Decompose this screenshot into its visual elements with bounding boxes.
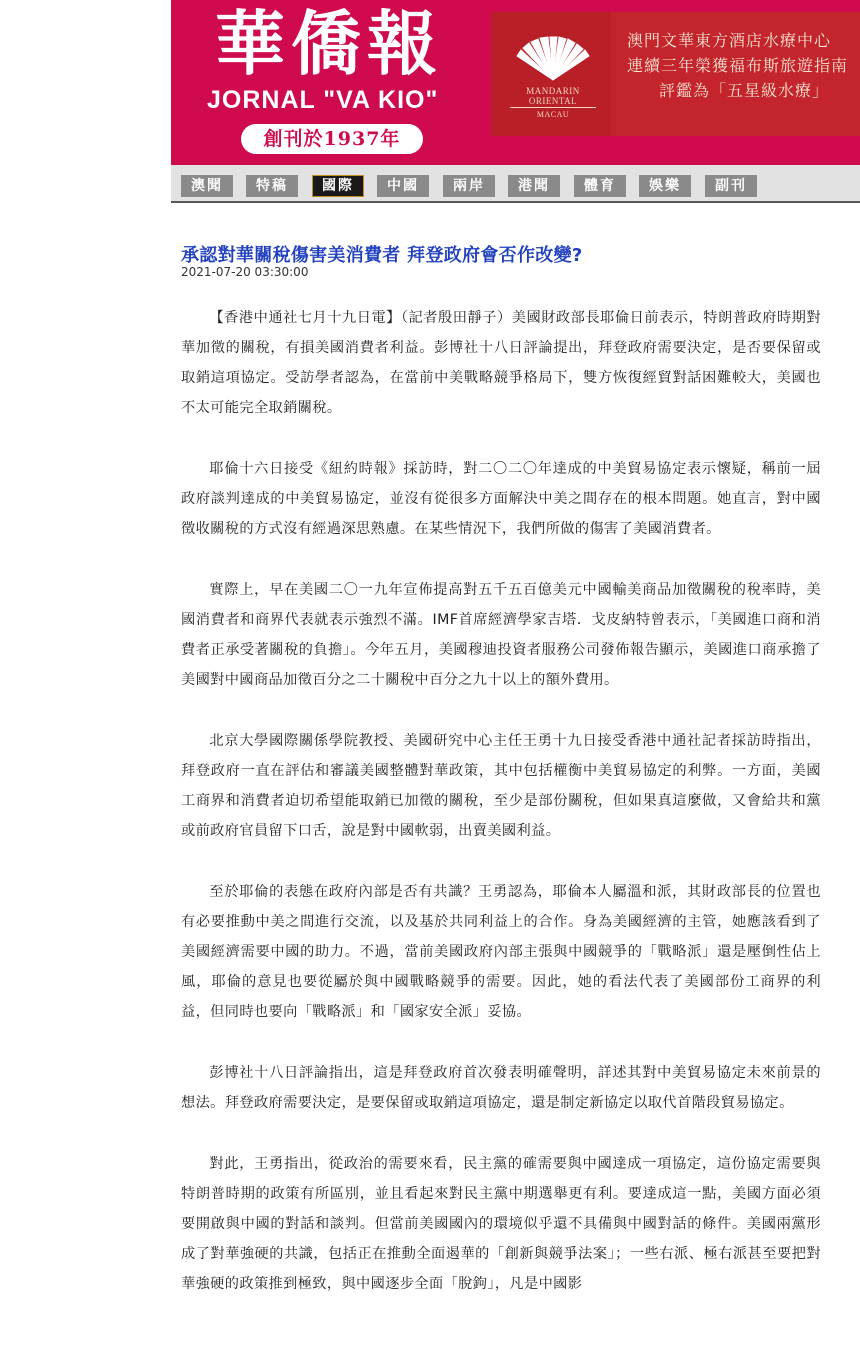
article-paragraph: 彭博社十八日評論指出，這是拜登政府首次發表明確聲明，詳述其對中美貿易協定未來前景的想法。拜登政府需要決定，是要保留或取銷這項協定，還是制定新協定以取代首階段貿易協定。 [181,1065,821,1111]
ad-brand [501,86,605,119]
nav-item-sports[interactable]: 體育 [574,175,626,197]
logo-english[interactable]: JORNAL "VA KIO" [207,86,439,114]
article-body [181,303,821,1330]
ad-brand-sub: MACAU [536,110,570,119]
header-banner [171,0,860,165]
article-paragraph: 【香港中通社七月十九日電】（記者殷田靜子）美國財政部長耶倫日前表示，特朗普政府時期對華加徵的關稅，有損美國消費者利益。彭博社十八日評論提出，拜登政府需要決定，是否要保留或取銷這項協定。受訪學者認為，在當前中美戰略競爭格局下，雙方恢復經貿對話困難較大，美國也不太可能完全取銷關稅。 [181,310,821,416]
ad-text [627,28,848,103]
main-nav [171,165,860,203]
ad-line-3: 評鑑為「五星級水療」 [659,81,830,100]
nav-item-supplement[interactable]: 副刊 [705,175,757,197]
nav-item-entertainment[interactable]: 娛樂 [639,175,691,197]
article-title: 承認對華關稅傷害美消費者 拜登政府會否作改變? [181,245,583,266]
article-paragraph: 北京大學國際關係學院教授、美國研究中心主任王勇十九日接受香港中通社記者採訪時指出，拜登政府一直在評估和審議美國整體對華政策，其中包括權衡中美貿易協定的利弊。一方面，美國工商界和消費者迫切希望能取銷已加徵的關稅，至少是部份關稅，但如果真這麼做，又會給共和黨或前政府官員留下口舌，說是對中國軟弱，出賣美國利益。 [181,733,821,839]
nav-item-macau[interactable]: 澳聞 [181,175,233,197]
nav-item-hongkong[interactable]: 港聞 [508,175,560,197]
nav-item-china[interactable]: 中國 [377,175,429,197]
article-paragraph: 至於耶倫的表態在政府內部是否有共識？王勇認為，耶倫本人屬溫和派，其財政部長的位置也有必要推動中美之間進行交流，以及基於共同利益上的合作。身為美國經濟的主管，她應該看到了美國經濟需要中國的助力。不過，當前美國政府內部主張與中國競爭的「戰略派」還是壓倒性佔上風，耶倫的意見也要從屬於與中國戰略競爭的需要。因此，她的看法代表了美國部份工商界的利益，但同時也要向「戰略派」和「國家安全派」妥協。 [181,884,821,1020]
page [171,0,860,1349]
nav-item-international[interactable]: 國際 [312,175,364,197]
ad-banner[interactable] [491,12,860,136]
ad-line-1: 澳門文華東方酒店水療中心 [627,31,832,50]
nav-item-cross-strait[interactable]: 兩岸 [443,175,495,197]
fan-logo-icon [511,36,595,84]
logo-chinese[interactable]: 華僑報 [215,2,443,85]
ad-brand-name: MANDARIN ORIENTAL [526,86,580,106]
ad-line-2: 連續三年榮獲福布斯旅遊指南 [627,56,849,75]
article-paragraph: 對此，王勇指出，從政治的需要來看，民主黨的確需要與中國達成一項協定，這份協定需要與特朗普時期的政策有所區別，並且看起來對民主黨中期選舉更有利。要達成這一點，美國方面必須要開啟與中國的對話和談判。但當前美國國內的環境似乎還不具備與中國對話的條件。美國兩黨形成了對華強硬的共識，包括正在推動全面遏華的「創新與競爭法案」；一些右派、極右派甚至要把對華強硬的政策推到極致，與中國逐步全面「脫鉤」，凡是中國影 [181,1156,821,1292]
article-date: 2021-07-20 03:30:00 [181,265,309,279]
article-paragraph: 實際上，早在美國二〇一九年宣佈提高對五千五百億美元中國輸美商品加徵關稅的稅率時，美國消費者和商界代表就表示強烈不滿。IMF首席經濟學家吉塔．戈皮納特曾表示，「美國進口商和消費者正承受著關稅的負擔」。今年五月，美國穆迪投資者服務公司發佈報告顯示，美國進口商承擔了美國對中國商品加徵百分之二十關稅中百分之九十以上的額外費用。 [181,582,821,688]
ad-brand-panel [491,12,611,136]
ad-brand-divider [510,107,596,108]
article-paragraph: 耶倫十六日接受《紐約時報》採訪時，對二〇二〇年達成的中美貿易協定表示懷疑，稱前一屆政府談判達成的中美貿易協定，並沒有從很多方面解決中美之間存在的根本問題。她直言，對中國徵收關稅的方式沒有經過深思熟慮。在某些情況下，我們所做的傷害了美國消費者。 [181,461,821,537]
nav-item-feature[interactable]: 特稿 [246,175,298,197]
founded-badge: 創刊於1937年 [241,124,423,154]
